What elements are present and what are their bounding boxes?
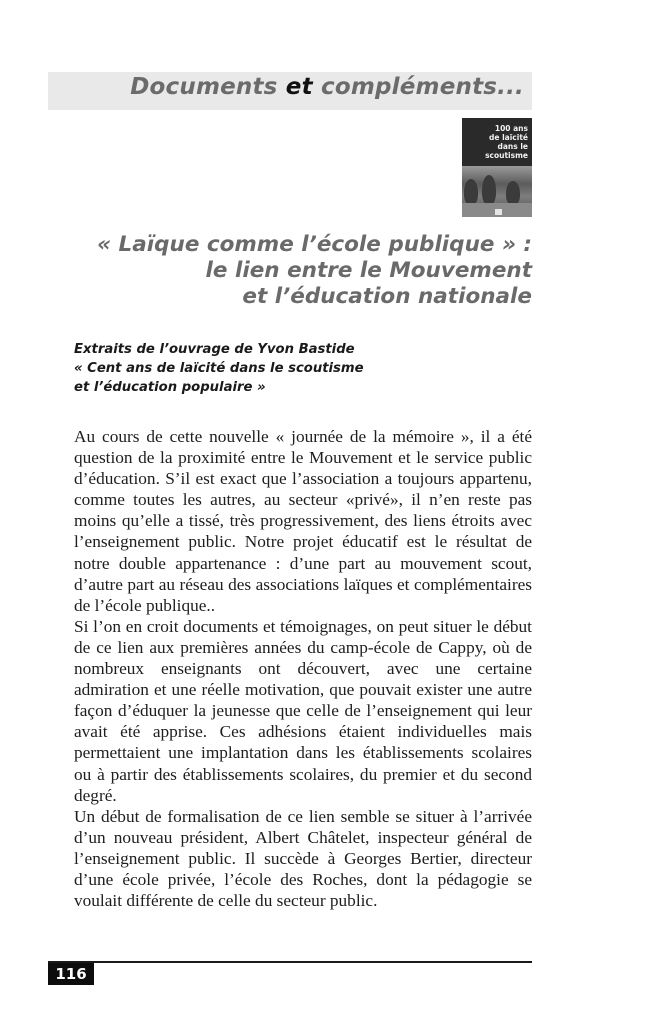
cover-title-line: de laïcité xyxy=(489,133,528,142)
article-title-line: le lien entre le Mouvement xyxy=(205,258,532,283)
book-cover-title xyxy=(462,124,528,160)
cover-publisher-logo xyxy=(495,209,502,215)
section-header-band xyxy=(48,72,532,110)
article-title-line: « Laïque comme l’école publique » : xyxy=(97,232,532,257)
cover-tree xyxy=(482,175,496,205)
header-title-part1: Documents xyxy=(130,74,286,100)
page-number: 116 xyxy=(48,963,94,985)
cover-tree xyxy=(506,181,520,205)
subtitle-line: « Cent ans de laïcité dans le scoutisme xyxy=(74,361,364,376)
footer-rule xyxy=(48,961,532,963)
book-cover-image xyxy=(462,118,532,217)
section-header-title xyxy=(130,74,524,100)
cover-tree xyxy=(464,179,478,205)
article-title-line: et l’éducation nationale xyxy=(242,284,532,309)
body-paragraph: Au cours de cette nouvelle « journée de la mémoire », il a été question de la proximité entre le Mouvement et le service public d’éducation. S’il est exact que l’association a toujours appartenu, comme toutes les autres, au secteur «privé», il n’en reste pas moins qu’elle a tissé, très progressivement, des liens étroits avec l’enseignement public. Notre projet éducatif est le résultat de notre double appartenance : d’une part au mouvement scout, d’autre part au réseau des associations laïques et complémentaires de l’école publique.. xyxy=(74,427,532,615)
header-title-et: et xyxy=(285,74,313,100)
subtitle-line: Extraits de l’ouvrage de Yvon Bastide xyxy=(74,342,355,357)
cover-title-line: 100 ans xyxy=(494,124,528,133)
cover-title-line: dans le scoutisme xyxy=(485,142,528,160)
article-subtitle xyxy=(74,340,364,397)
subtitle-line: et l’éducation populaire » xyxy=(74,380,266,395)
body-paragraph: Un début de formalisation de ce lien semble se situer à l’arrivée d’un nouveau président, Albert Châtelet, inspecteur général de l’enseignement public. Il succède à Georges Bertier, directeur d’une école privée, l’école des Roches, dont la pédagogie se voulait différente de celle du secteur public. xyxy=(74,806,532,911)
cover-photo xyxy=(462,166,532,217)
header-title-part2: compléments... xyxy=(312,74,524,100)
article-title xyxy=(97,232,532,310)
body-paragraph: Si l’on en croit documents et témoignages, on peut situer le début de ce lien aux premières années du camp-école de Cappy, où de nombreux enseignants ont découvert, avec une certaine admiration et une réelle motivation, que pouvait exister une autre façon d’éduquer la jeunesse que celle de l’enseignement qui leur avait été apprise. Ces adhésions étaient individuelles mais permettaient une implantation dans les établissements scolaires ou à partir des établissements scolaires, du premier et du second degré. xyxy=(74,616,532,805)
article-body xyxy=(74,426,532,911)
